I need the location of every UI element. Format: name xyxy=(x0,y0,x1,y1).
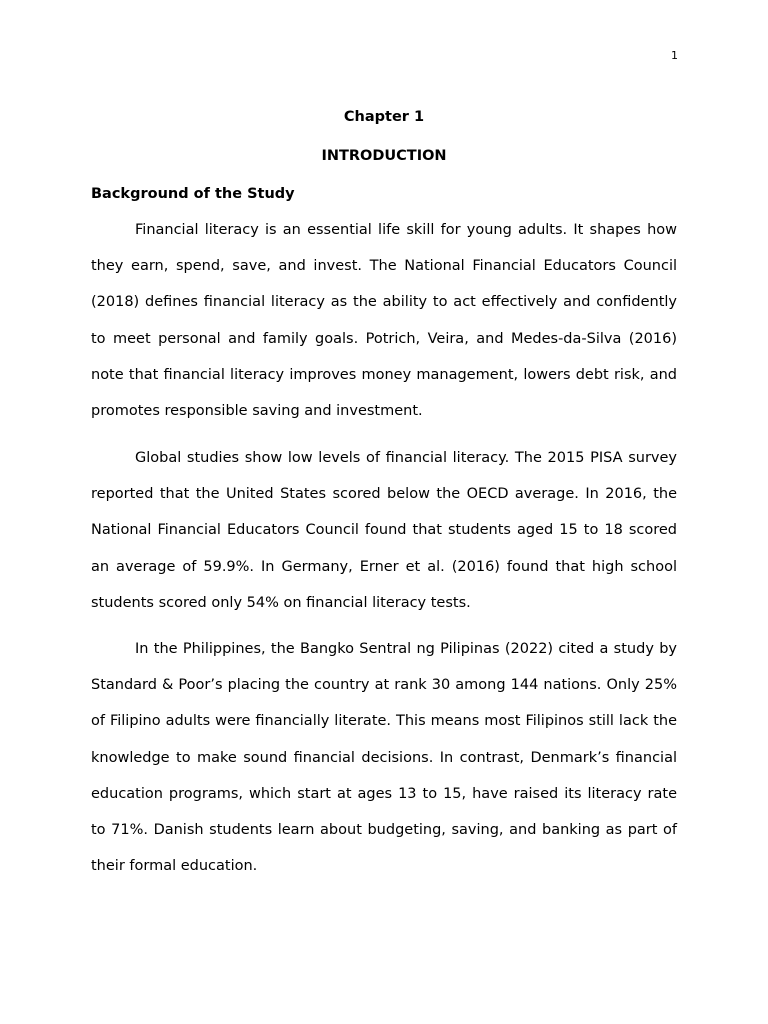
section-title: INTRODUCTION xyxy=(321,148,447,164)
paragraph-3: In the Philippines, the Bangko Sentral ng Pilipinas (2022) cited a study by Standard & Poor’s placing the country at rank 30 among 144 nations. Only 25% of Filipino adults were financially literate. This means most Filipinos still lack the knowledge to make sound financial decisions. In contrast, Denmark’s financial education programs, which start at ages 13 to 15, have raised its literacy rate to 71%. Danish students learn about budgeting, saving, and banking as part of their formal education. xyxy=(91,641,677,875)
paragraph-1: Financial literacy is an essential life skill for young adults. It shapes how they earn, spend, save, and invest. The National Financial Educators Council (2018) defines financial literacy as the ability to act effectively and confidently to meet personal and family goals. Potrich, Veira, and Medes-da-Silva (2016) note that financial literacy improves money management, lowers debt risk, and promotes responsible saving and investment. xyxy=(91,222,677,420)
chapter-title: Chapter 1 xyxy=(343,109,425,125)
paragraph-2: Global studies show low levels of financial literacy. The 2015 PISA survey reported that the United States scored below the OECD average. In 2016, the National Financial Educators Council found that students aged 15 to 18 scored an average of 59.9%. In Germany, Erner et al. (2016) found that high school students scored only 54% on financial literacy tests. xyxy=(91,450,677,611)
subsection-heading: Background of the Study xyxy=(91,186,295,202)
page-number: 1 xyxy=(671,49,678,62)
